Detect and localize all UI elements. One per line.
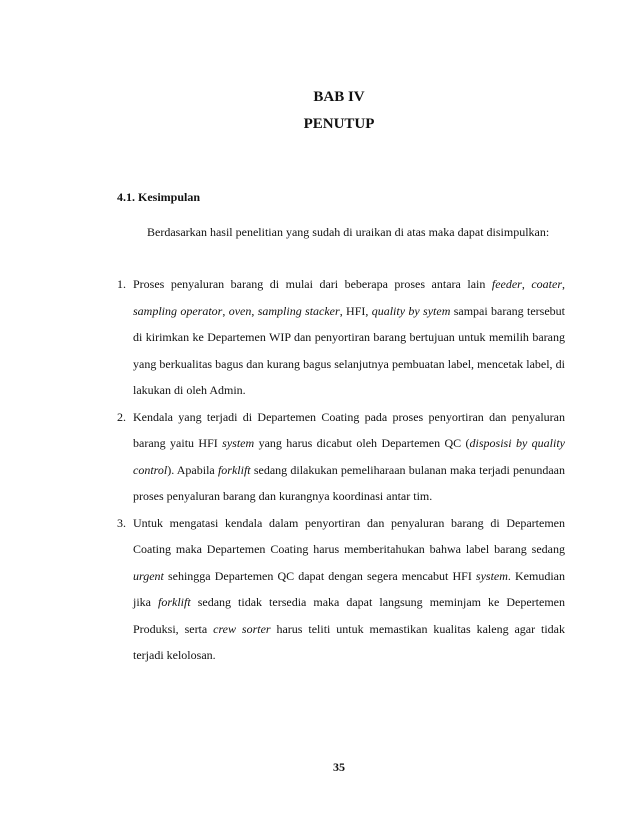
text-segment: sampai barang tersebut di kirimkan ke Departemen WIP dan penyortiran barang bertujuan untuk memilih barang yang berkualitas bagus dan kurang bagus selanjutnya pembuatan label, mencetak label, di lakukan di oleh Admin. [133,303,565,397]
chapter-number: BAB IV [313,89,365,105]
text-segment: . Kemudian jika [133,568,565,609]
italic-term: urgent [133,568,164,583]
list-item [117,510,565,669]
text-segment: yang harus dicabut oleh Departemen QC ( [254,436,470,450]
text-segment: Proses penyaluran barang di mulai dari beberapa proses antara lain [133,277,492,291]
italic-term: sampling stacker [257,303,340,318]
italic-term: forklift [217,462,251,477]
italic-term: sampling operator [133,303,223,318]
conclusion-list [117,271,565,669]
italic-term: quality by sytem [371,303,451,318]
list-item-number: 1. [117,277,126,291]
page-number: 35 [333,760,345,774]
text-segment: Kendala yang terjadi di Departemen Coating pada proses penyortiran dan penyaluran barang yaitu HFI [133,409,565,450]
italic-term: system [222,436,255,450]
text-segment: , [222,303,229,318]
italic-term: coater [531,277,562,291]
text-segment: sehingga Departemen QC dapat dengan segera mencabut HFI [163,568,476,583]
italic-term: forklift [158,595,191,609]
list-item-number: 2. [117,409,126,424]
text-segment: ). Apabila [167,462,218,477]
list-item-text [133,271,565,404]
italic-term: system [475,568,508,583]
italic-term: oven [228,303,252,318]
text-segment: , HFI, [339,303,372,318]
italic-term: disposisi by quality control [133,436,566,477]
text-segment: , [251,303,258,318]
text-segment: , [521,277,532,291]
italic-term: crew sorter [213,621,271,636]
section-heading: 4.1. Kesimpulan [117,190,201,204]
list-item-text [133,510,565,669]
italic-term: feeder [491,277,522,291]
list-item-number: 3. [117,515,126,530]
text-segment: sedang tidak tersedia maka dapat langsung meminjam ke Depertemen Produksi, serta [133,595,566,636]
text-segment: Untuk mengatasi kendala dalam penyortiran dan penyaluran barang di Departemen Coating maka Departemen Coating harus memberitahukan bahwa label barang sedang [133,515,565,556]
text-segment: , [562,277,565,291]
intro-paragraph: Berdasarkan hasil penelitian yang sudah di uraikan di atas maka dapat disimpulkan: [147,225,550,239]
text-segment: sedang dilakukan pemeliharaan bulanan maka terjadi penundaan proses penyaluran barang dan kurangnya koordinasi antar tim. [133,462,565,503]
chapter-title: PENUTUP [303,116,375,132]
text-segment: harus teliti untuk memastikan kualitas kaleng agar tidak terjadi kelolosan. [133,621,565,662]
list-item-text [133,404,565,510]
list-item [117,404,565,510]
list-item [117,271,565,404]
